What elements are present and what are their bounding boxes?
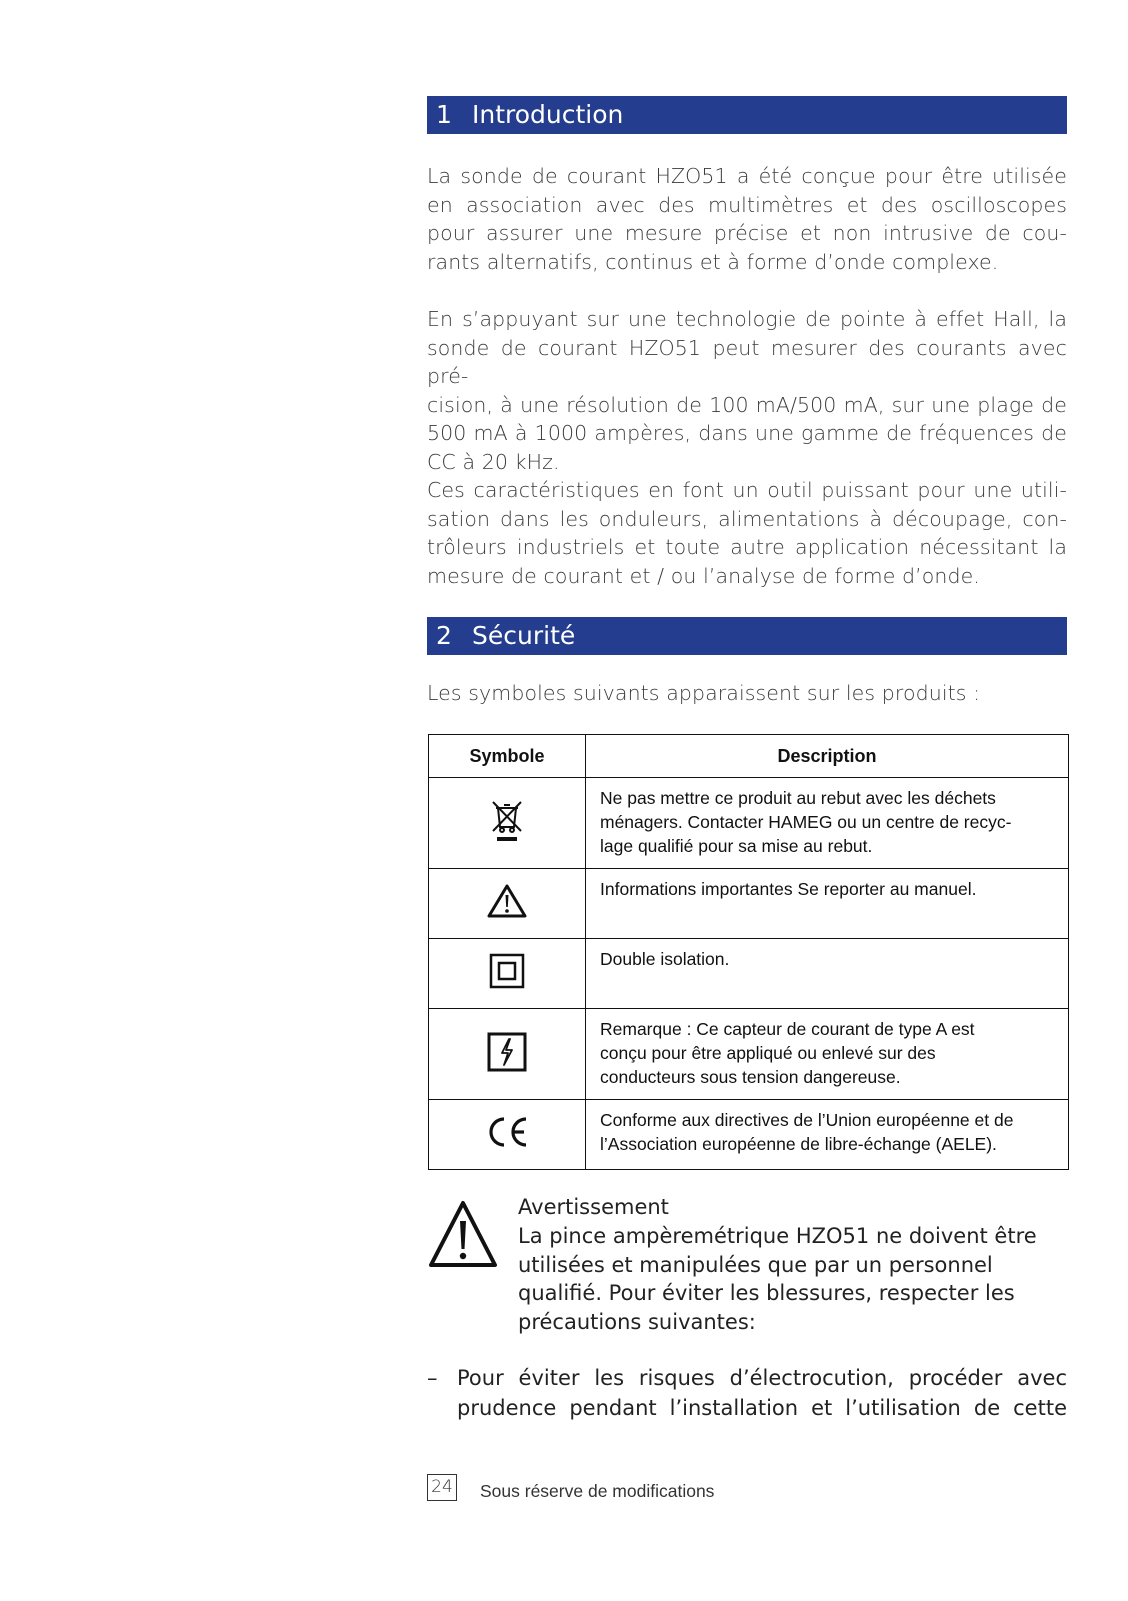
section-title: Sécurité xyxy=(472,621,576,650)
text-line: qualifié. Pour éviter les blessures, respecter les xyxy=(518,1281,1015,1305)
text-line: utilisées et manipulées que par un personnel xyxy=(518,1252,993,1277)
bullet-dash: – xyxy=(427,1366,438,1390)
footer-note: Sous réserve de modifications xyxy=(480,1481,715,1501)
text-line: trôleurs industriels et toute autre application nécessitant la xyxy=(427,535,1067,559)
header-description: Description xyxy=(586,735,1069,778)
table-row xyxy=(429,1100,1069,1170)
description-cell xyxy=(586,869,1069,939)
description-cell xyxy=(586,939,1069,1009)
table-row xyxy=(429,939,1069,1009)
symbol-cell xyxy=(429,939,586,1009)
text-line: Double isolation. xyxy=(600,949,730,969)
header-symbol: Symbole xyxy=(429,735,586,778)
text-line: La pince ampèremétrique HZO51 ne doivent être xyxy=(518,1224,1037,1248)
text-line: cision, à une résolution de 100 mA/500 mA, sur une plage de xyxy=(427,392,1067,417)
text-line: Ne pas mettre ce produit au rebut avec les déchets xyxy=(600,788,996,808)
text-line: Pour éviter les risques d’électrocution, procéder avec xyxy=(457,1366,1067,1390)
section-number: 2 xyxy=(436,621,452,650)
text-line: prudence pendant l’installation et l’utilisation de cette xyxy=(457,1395,1067,1420)
text-line: Conforme aux directives de l’Union européenne et de xyxy=(600,1110,1014,1130)
text-line: conçu pour être appliqué ou enlevé sur des xyxy=(600,1043,936,1063)
crossed-bin-icon xyxy=(489,799,525,843)
section-heading-introduction xyxy=(427,96,1067,134)
description-cell xyxy=(586,1100,1069,1170)
description-cell xyxy=(586,1009,1069,1100)
text-line: l’Association européenne de libre-échange (AELE). xyxy=(600,1134,997,1154)
text-line: En s’appuyant sur une technologie de pointe à effet Hall, la xyxy=(427,307,1067,331)
table-row xyxy=(429,1009,1069,1100)
description-cell xyxy=(586,778,1069,869)
text-line: Remarque : Ce capteur de courant de type A est xyxy=(600,1019,975,1039)
ce-mark-icon xyxy=(484,1115,530,1149)
warning-title: Avertissement xyxy=(518,1195,669,1219)
double-insulation-icon xyxy=(489,953,525,989)
symbol-cell xyxy=(429,1100,586,1170)
text-line: précautions suivantes: xyxy=(518,1309,756,1334)
bullet-text xyxy=(457,1364,1067,1423)
text-line: en association avec des multimètres et des oscilloscopes xyxy=(427,192,1067,217)
text-line: ménagers. Contacter HAMEG ou un centre de recyc- xyxy=(600,812,1012,832)
page-number: 24 xyxy=(427,1474,457,1501)
text-line: rants alternatifs, continus et à forme d’onde complexe. xyxy=(427,249,999,274)
intro-paragraph-2 xyxy=(427,305,1067,476)
symbols-intro xyxy=(427,679,1067,708)
warning-triangle-icon xyxy=(486,883,528,919)
text-line: 500 mA à 1000 ampères, dans une gamme de fréquences de xyxy=(427,421,1067,445)
text-line: sation dans les onduleurs, alimentations à découpage, con- xyxy=(427,506,1067,531)
text-line: Informations importantes Se reporter au manuel. xyxy=(600,879,977,899)
table-row xyxy=(429,778,1069,869)
section-title: Introduction xyxy=(472,100,624,129)
text-line: La sonde de courant HZO51 a été conçue pour être utilisée xyxy=(427,164,1067,188)
text-line: CC à 20 kHz. xyxy=(427,449,560,474)
intro-paragraph-3 xyxy=(427,476,1067,590)
table-header-row xyxy=(429,735,1069,778)
text-line: conducteurs sous tension dangereuse. xyxy=(600,1067,901,1087)
text-line: sonde de courant HZO51 peut mesurer des courants avec pré- xyxy=(427,335,1067,388)
symbol-cell xyxy=(429,1009,586,1100)
lightning-box-icon xyxy=(487,1032,527,1072)
warning-triangle-icon xyxy=(427,1199,499,1269)
table-row xyxy=(429,869,1069,939)
text-line: pour assurer une mesure précise et non intrusive de cou- xyxy=(427,221,1067,245)
symbols-table xyxy=(428,734,1069,1170)
intro-paragraph-1 xyxy=(427,162,1067,276)
text-line: lage qualifié pour sa mise au rebut. xyxy=(600,836,873,856)
section-heading-securite xyxy=(427,617,1067,655)
warning-text xyxy=(518,1222,1078,1336)
text-line: mesure de courant et / ou l’analyse de forme d’onde. xyxy=(427,563,980,588)
text-line: Les symboles suivants apparaissent sur les produits : xyxy=(427,681,981,705)
text-line: Ces caractéristiques en font un outil puissant pour une utili- xyxy=(427,478,1067,502)
symbol-cell xyxy=(429,778,586,869)
symbol-cell xyxy=(429,869,586,939)
section-number: 1 xyxy=(436,100,452,129)
